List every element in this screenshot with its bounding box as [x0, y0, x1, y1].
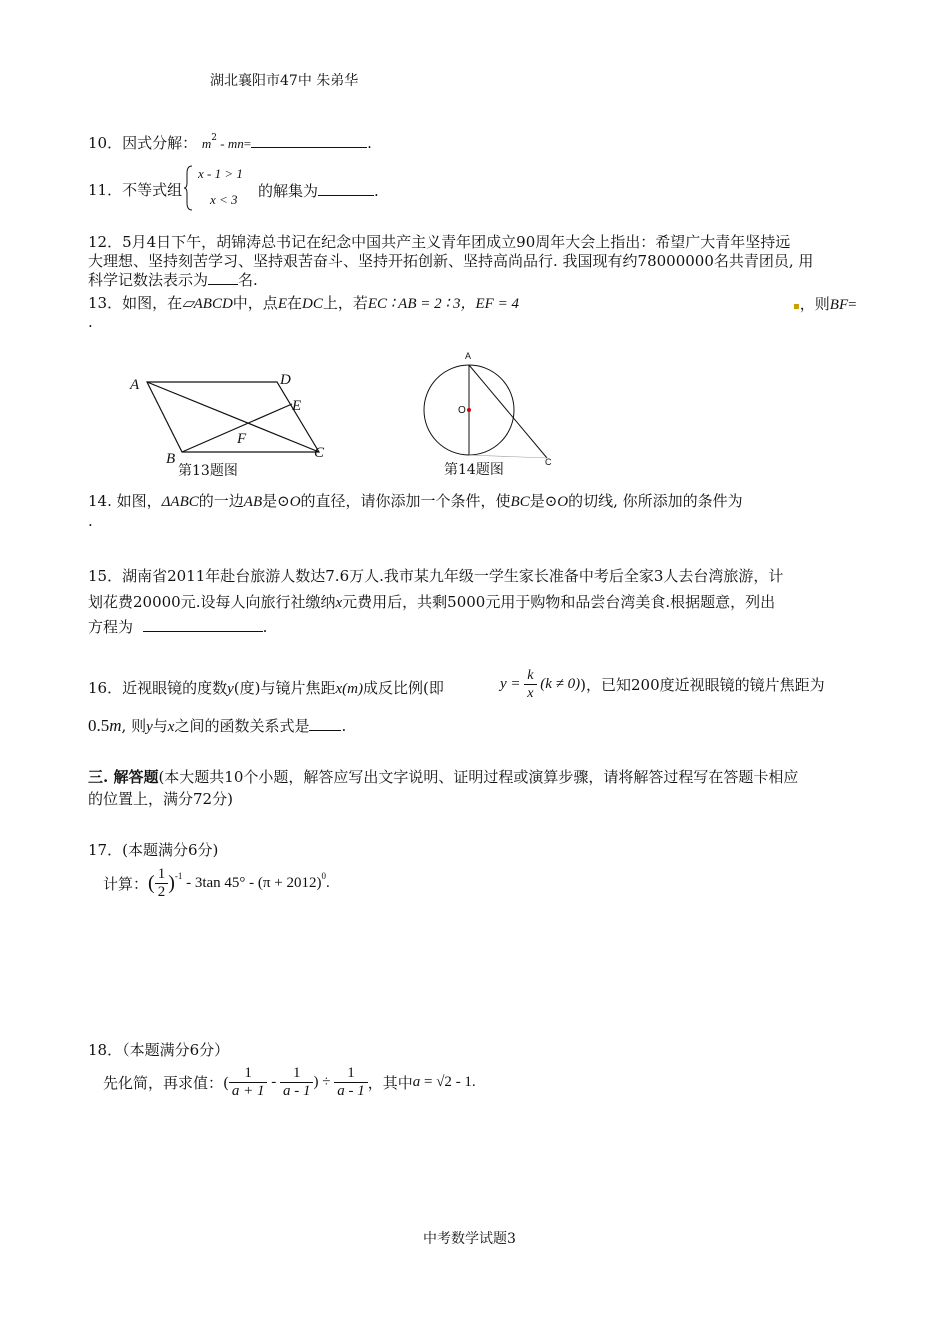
- answer-blank[interactable]: [309, 716, 341, 731]
- label-b: B: [166, 451, 176, 467]
- author-header: 湖北襄阳市47中 朱弟华: [210, 73, 359, 89]
- section-3-header: 三. 解答题(本大题共10个小题，解答应写出文字说明、证明过程或演算步骤，请将解答过程写在答题卡相应: [88, 768, 799, 786]
- answer-blank[interactable]: [251, 133, 367, 148]
- label-a: A: [465, 351, 472, 361]
- question-16-line-1: 16．近视眼镜的度数y(度)与镜片焦距x(m)成反比例(即: [88, 679, 444, 697]
- line-ac: [469, 365, 547, 458]
- label-o: O: [458, 405, 466, 416]
- answer-blank[interactable]: [318, 181, 374, 196]
- question-15-line-1: 15．湖南省2011年赴台旅游人数达7.6万人.我市某九年级一学生家长准备中考后全家3人去台湾旅游，计: [88, 567, 784, 585]
- question-12-line-2: 大理想、坚持刻苦学习、坚持艰苦奋斗、坚持开拓创新、坚持高尚品行. 我国现有约78000000名共青团员, 用: [88, 252, 814, 270]
- label-f: F: [237, 431, 247, 447]
- question-16-line-2: 0.5m, 则y与x之间的函数关系式是 .: [88, 716, 347, 735]
- question-14: 14. 如图，ΔABC的一边AB是⊙O的直径，请你添加一个条件，使BC是⊙O的切线, 你所添加的条件为: [88, 492, 743, 510]
- question-12-line-1: 12．5月4日下午，胡锦涛总书记在纪念中国共产主义青年团成立90周年大会上指出：希望广大青年坚持远: [88, 233, 791, 251]
- label-e: E: [292, 398, 302, 414]
- question-15-line-2: 划花费20000元.设每人向旅行社缴纳x元费用后，共剩5000元用于购物和品尝台湾美食.根据题意，列出: [88, 593, 776, 611]
- question-18-expression: 先化简，再求值：( $\frac{1}{a + 1}$ - $\frac{1}{a - 1}$ ) ÷ $\frac{1}{a - 1}$ ，其中a = √2 - 1.: [103, 1065, 476, 1099]
- inequality-row-1: x - 1 > 1: [198, 166, 243, 181]
- figure-14-caption: 第14题图: [444, 462, 504, 478]
- question-17-expression: 计算：( $\frac{1}{2}$ )$^{-1}$ - 3tan $45^\circ - (\pi + 2012)^0$.: [103, 866, 330, 900]
- question-18-label: 18．（本题满分6分）: [88, 1041, 230, 1059]
- answer-blank[interactable]: [208, 270, 238, 285]
- label-c: C: [314, 445, 325, 461]
- question-15-line-3: 方程为 .: [88, 618, 268, 636]
- section-3-header-line-2: 的位置上，满分72分): [88, 790, 233, 808]
- question-13: 13．如图，在▱ABCD中，点E在DC上，若EC ∶ AB = 2 ∶ 3，EF = 4: [88, 294, 519, 312]
- circle-figure: [415, 348, 575, 470]
- figure-13-caption: 第13题图: [178, 463, 238, 479]
- brace-icon: [184, 165, 194, 211]
- center-dot: [467, 408, 471, 412]
- line-bc: [469, 455, 547, 458]
- inverse-proportion-formula: y = $\frac{k}{x}$ (k ≠ 0))，已知200度近视眼镜的镜片焦距为: [500, 668, 825, 701]
- question-12-line-3: 科学记数法表示为 名.: [88, 271, 258, 289]
- question-10: 10．因式分解： $m^2 - mn=$ .: [88, 133, 372, 152]
- answer-blank[interactable]: [143, 617, 263, 632]
- question-17-label: 17．(本题满分6分): [88, 841, 219, 859]
- question-11: 11．不等式组: [88, 181, 183, 199]
- label-d: D: [280, 372, 291, 388]
- diagonal-ac: [147, 382, 319, 452]
- page-footer: 中考数学试题3: [423, 1231, 516, 1247]
- inequality-row-2: x < 3: [210, 192, 238, 207]
- label-a: A: [130, 377, 140, 393]
- label-c: C: [545, 457, 552, 467]
